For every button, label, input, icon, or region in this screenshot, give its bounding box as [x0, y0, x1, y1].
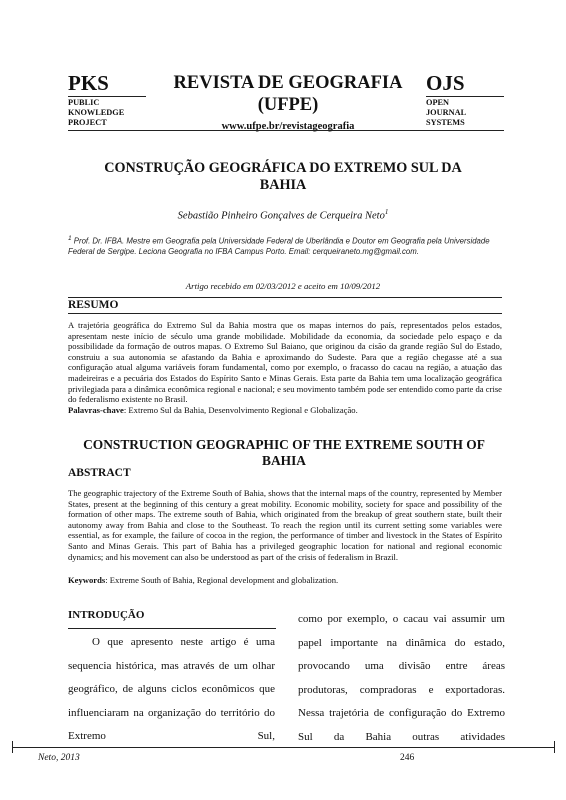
ojs-subtitle-line: JOURNAL — [426, 108, 467, 117]
received-dates: Artigo recebido em 02/03/2012 e aceito em 10/09/2012 — [185, 281, 381, 291]
keywords-label: Palavras-chave — [68, 405, 124, 415]
footnote-text: Prof. Dr. IFBA. Mestre em Geografia pela Universidade Federal de Uberlândia e Doutor em Geografia pela Universidade Federal de Sergipe. Leciona Geografia no IFBA Campus Porto. Email: cerqueiraneto.mg@gmail.com. — [68, 236, 490, 256]
footer-citation: Neto, 2013 — [38, 753, 80, 763]
ojs-divider — [426, 96, 504, 97]
article-title-line: CONSTRUÇÃO GEOGRÁFICA DO EXTREMO SUL DA — [104, 160, 462, 176]
pks-acronym: PKS — [68, 71, 109, 95]
journal-masthead — [150, 72, 426, 133]
pks-divider — [68, 96, 146, 97]
body-paragraph: como por exemplo, o cacau vai assumir um papel importante na dinâmica do estado, provocando uma divisão entre áreas produtoras, compradoras e exportadoras. Nessa trajetória de configuração do Extremo Sul da Bahia outras atividades — [298, 613, 505, 743]
ojs-subtitle-line: SYSTEMS — [426, 118, 465, 127]
english-title-line: BAHIA — [262, 453, 306, 468]
pks-subtitle-line: PUBLIC — [68, 98, 100, 107]
ojs-subtitle-line: OPEN — [426, 98, 450, 107]
resumo-text: A trajetória geográfica do Extremo Sul da Bahia mostra que os mapas internos do país, representados pelos estados, apresentam neste início de século uma grande mobilidade. Mobilidade da economia, da sociedade pelo espaço e da possibilidade da formação de outros mapas. O Extremo Sul Baiano, que originou da cisão da grande região Sul do Estado, construiu a sua autonomia se afastando da Bahia e aproximando do Sudeste. Para que a região chegasse até a sua configuração atual alguma variáveis foram fundamental, como por exemplo, o fracasso do cacau na região, a atuação das madeireiras e a pecuária dos Estados do Espírito Santo e Minas Gerais. Esta parte da Bahia tem uma localização geográfica privilegiada para a dinâmica econômica regional e nacional; e seu movimento também pode ser entendido como parte da crise do federalismo existente no Brasil. — [68, 320, 502, 405]
page-number: 246 — [400, 753, 415, 763]
author-footnote — [68, 234, 498, 257]
ojs-acronym: OJS — [426, 71, 465, 95]
body-left-column — [68, 631, 275, 749]
footer-tick — [554, 741, 555, 753]
journal-title-line: REVISTA DE GEOGRAFIA — [173, 73, 403, 93]
abstract-text: The geographic trajectory of the Extreme South of Bahia, shows that the internal maps of the country, represented by Member States, present at the beginning of this century a great mobility. Economic mobility, society for space and possibility of the formation of other maps. The extreme south of Bahia, which originated from the breakup of great southern state, built their autonomy away from Bahia and close to the Southeast. To reach the region until its current setting some variables were essential, as for example, the failure of cocoa in the region, the performance of timber and livestock in the States of Espírito Santo and Minas Gerais. This part of Bahia has a privileged geographic location for national and regional economic dynamics; and his movement can also be understood as part of the crisis of federalism in Brazil. — [68, 488, 502, 562]
journal-url[interactable]: www.ufpe.br/revistageografia — [221, 121, 355, 132]
keywords-text: : Extremo Sul da Bahia, Desenvolvimento Regional e Globalização. — [123, 405, 358, 415]
resumo-divider — [68, 313, 502, 314]
english-title-line: CONSTRUCTION GEOGRAPHIC OF THE EXTREME SOUTH OF — [83, 437, 485, 452]
resumo-heading: RESUMO — [68, 297, 502, 311]
abstract-keywords — [68, 575, 502, 585]
english-title — [66, 437, 502, 469]
footer-divider — [12, 747, 554, 748]
author-footnote-mark: 1 — [384, 208, 389, 216]
body-paragraph: O que apresento neste artigo é uma sequencia histórica, mas através de um olhar geográfico, de alguns ciclos econômicos que influenciaram na organização do território do Extremo Sul, — [68, 636, 275, 742]
author-text: Sebastião Pinheiro Gonçalves de Cerqueira Neto — [177, 210, 385, 222]
pks-subtitle-line: PROJECT — [68, 118, 107, 127]
footnote-mark: 1 — [68, 235, 72, 242]
pks-logo-block — [68, 72, 146, 128]
body-right-column — [298, 608, 505, 749]
article-title-line: BAHIA — [259, 177, 307, 193]
intro-divider — [68, 628, 276, 629]
ojs-logo-block — [426, 72, 504, 128]
author-name — [66, 208, 500, 222]
article-title — [66, 160, 500, 194]
abstract-heading: ABSTRACT — [68, 467, 131, 479]
journal-title-line: (UFPE) — [257, 95, 319, 115]
pks-subtitle — [68, 98, 146, 128]
footer-tick — [12, 741, 13, 753]
keywords-label: Keywords — [68, 575, 106, 585]
pks-subtitle-line: KNOWLEDGE — [68, 108, 125, 117]
keywords-text: : Extreme South of Bahia, Regional development and globalization. — [105, 575, 339, 585]
intro-heading: INTRODUÇÃO — [68, 609, 145, 621]
ojs-subtitle — [426, 98, 504, 128]
header-divider — [68, 130, 504, 131]
resumo-keywords — [68, 405, 502, 415]
